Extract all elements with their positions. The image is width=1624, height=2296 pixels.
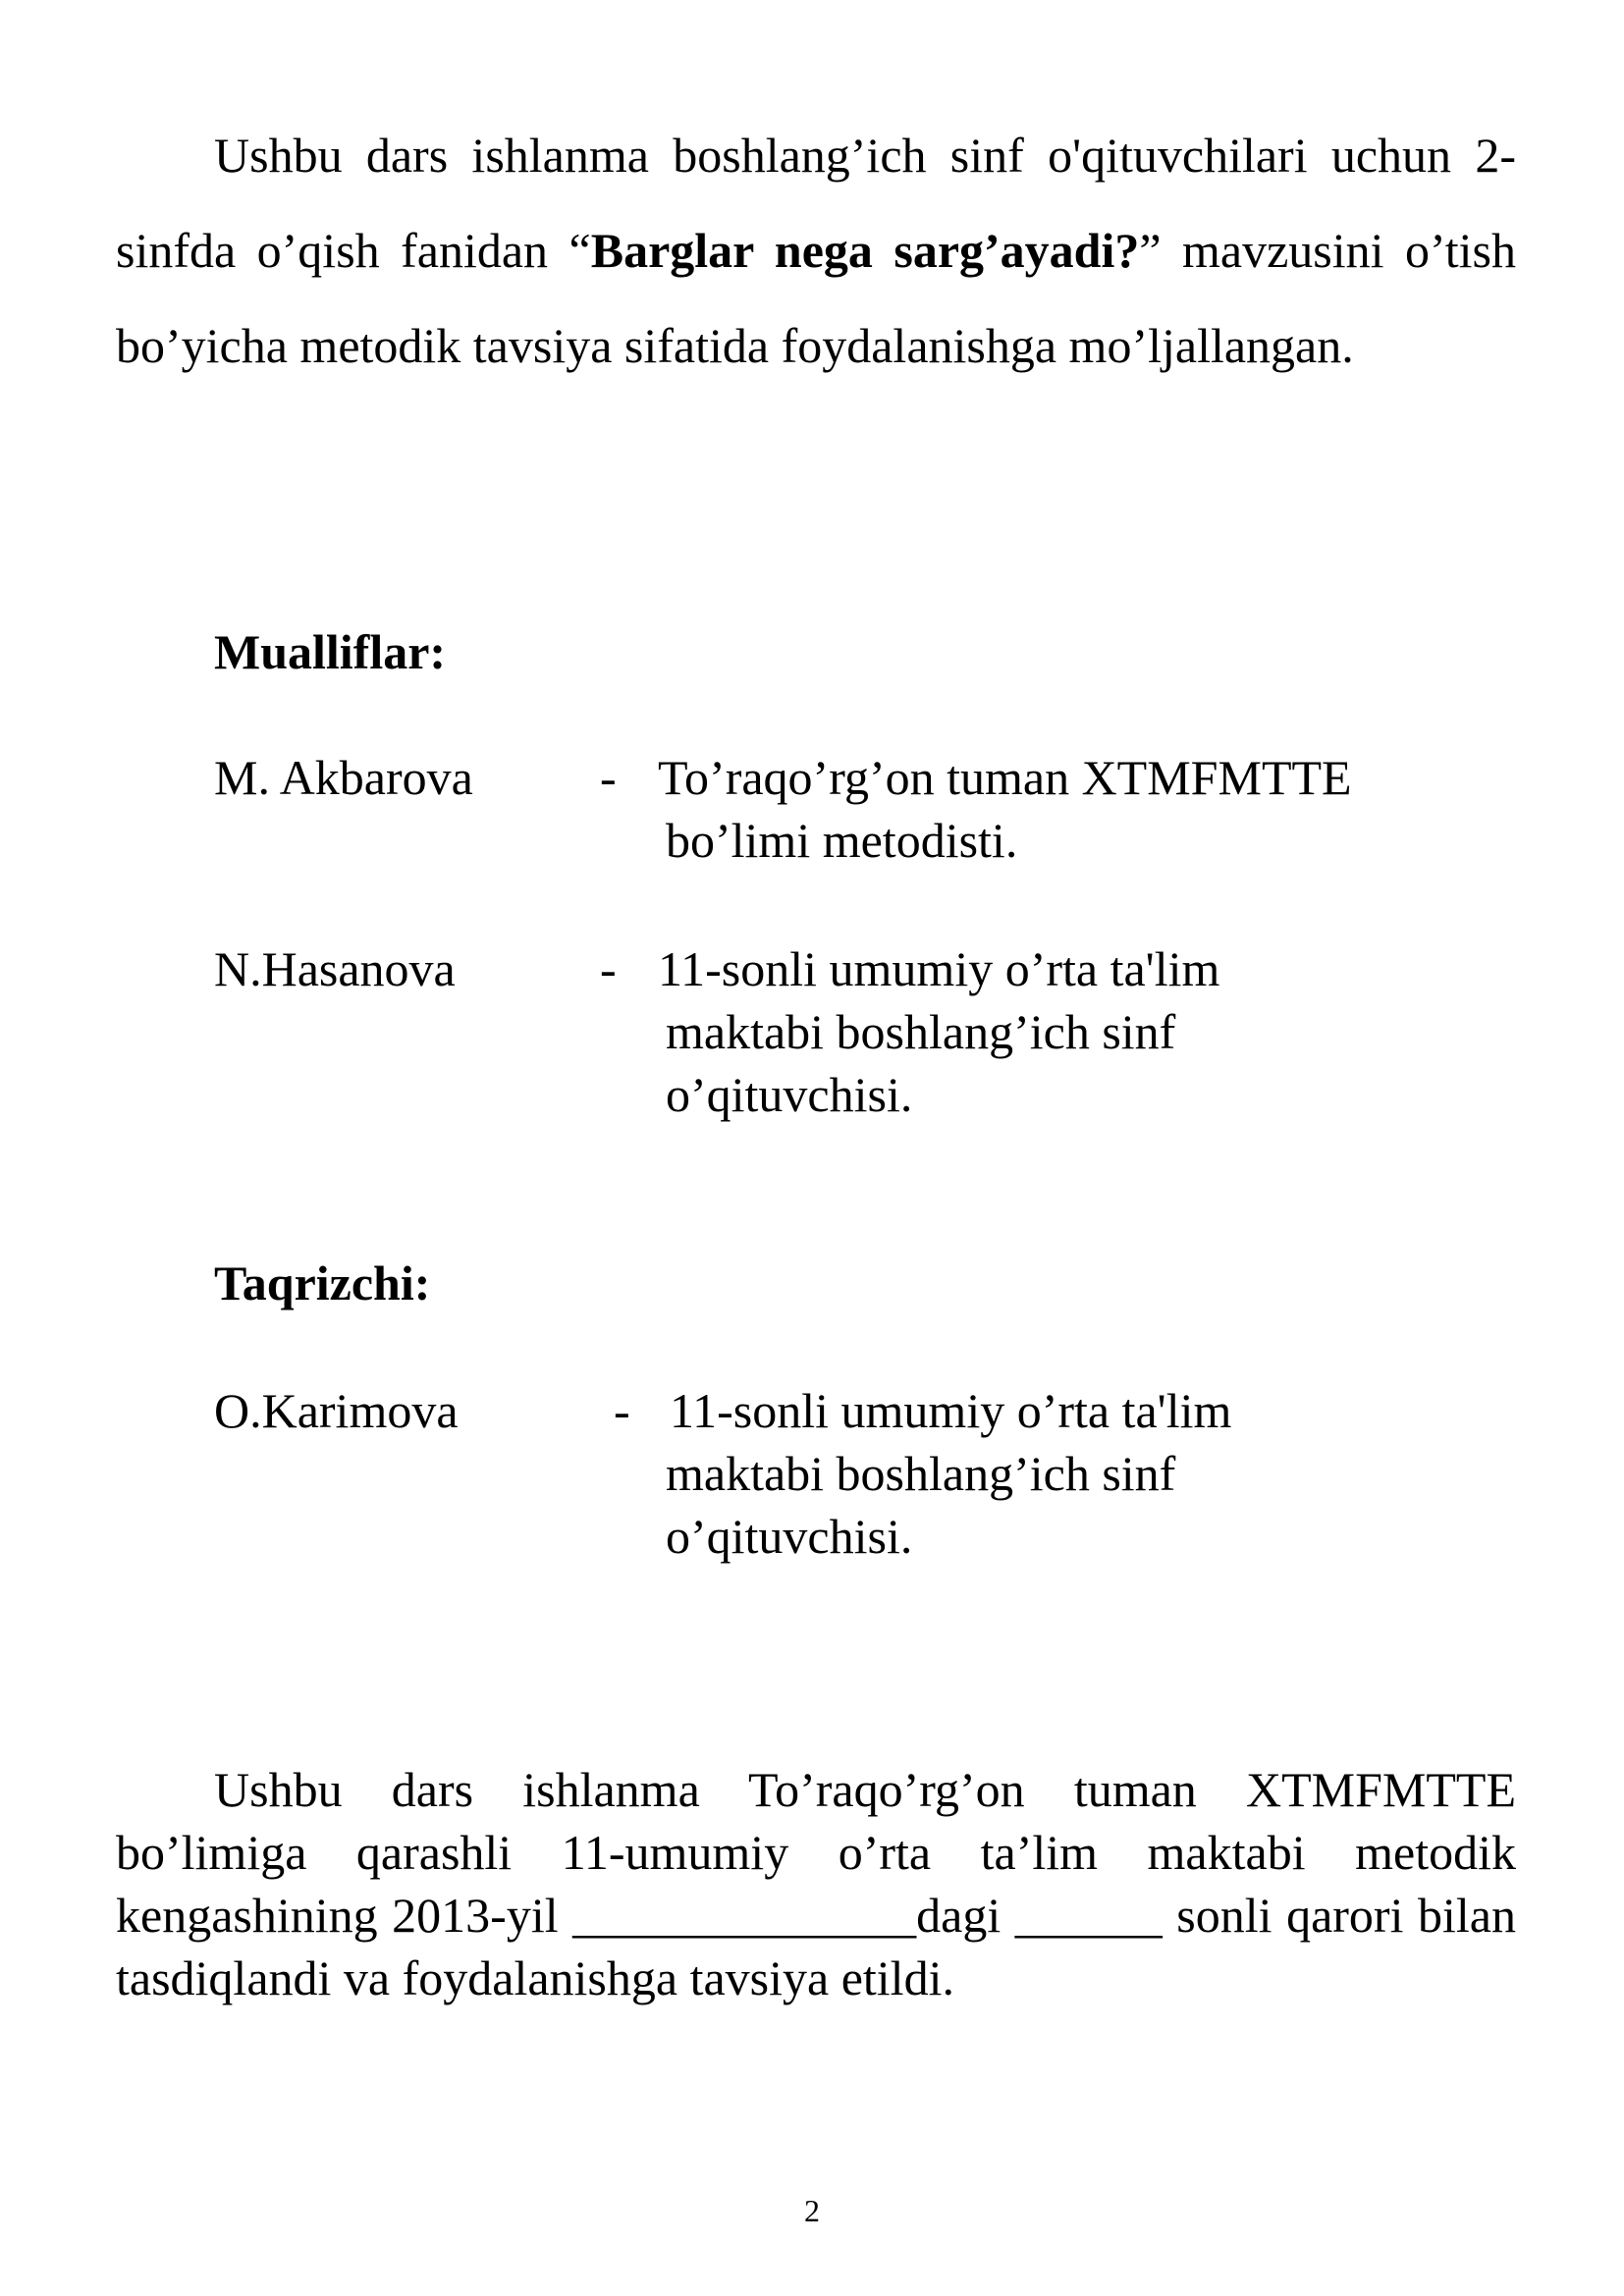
- page-number: 2: [804, 2193, 820, 2228]
- author-role-line: bo’limi metodisti.: [666, 813, 1018, 868]
- reviewer-name: O.Karimova: [214, 1383, 459, 1438]
- reviewer-dash: -: [614, 1383, 630, 1438]
- author-role: [658, 937, 1549, 1126]
- author-role-line: To’raqo’rg’on tuman XTMFMTTE: [658, 750, 1352, 805]
- approval-paragraph: [116, 1758, 1516, 2009]
- author-role: [658, 746, 1549, 872]
- reviewer-role-line: o’qituvchisi.: [666, 1509, 913, 1564]
- reviewer-role-line: 11-sonli umumiy o’rta ta'lim: [670, 1383, 1232, 1438]
- authors-heading: Mualliflar:: [214, 624, 447, 679]
- intro-paragraph: [116, 108, 1516, 394]
- author-name: N.Hasanova: [214, 941, 456, 996]
- author-role-line: maktabi boshlang’ich sinf: [666, 1004, 1176, 1059]
- author-name: M. Akbarova: [214, 750, 473, 805]
- reviewer-role: [666, 1379, 1549, 1568]
- reviewer-heading: Taqrizchi:: [214, 1255, 431, 1310]
- author-role-line: 11-sonli umumiy o’rta ta'lim: [658, 941, 1220, 996]
- author-role-line: o’qituvchisi.: [666, 1067, 913, 1122]
- author-dash: -: [600, 750, 617, 805]
- intro-text-after: ” mavzusini o’tish bo’yicha metodik tavsiya sifatida foydalanishga mo’ljallangan.: [116, 223, 1517, 373]
- approval-text: Ushbu dars ishlanma To’raqo’rg’on tuman XTMFMTTE bo’limiga qarashli 11-umumiy o’rta ta’lim maktabi metodik kengashining 2013-yil ______________dagi ______ sonli qarori bilan tasdiqlandi va foydalanishga tavsiya etildi.: [116, 1762, 1516, 2005]
- lesson-topic: Barglar nega sarg’ayadi?: [590, 223, 1140, 278]
- author-dash: -: [600, 941, 617, 996]
- intro-text-before: Ushbu dars ishlanma boshlang’ich sinf o'qituvchilari uchun 2-sinfda o’qish fanidan “: [116, 128, 1516, 278]
- reviewer-role-line: maktabi boshlang’ich sinf: [666, 1446, 1176, 1501]
